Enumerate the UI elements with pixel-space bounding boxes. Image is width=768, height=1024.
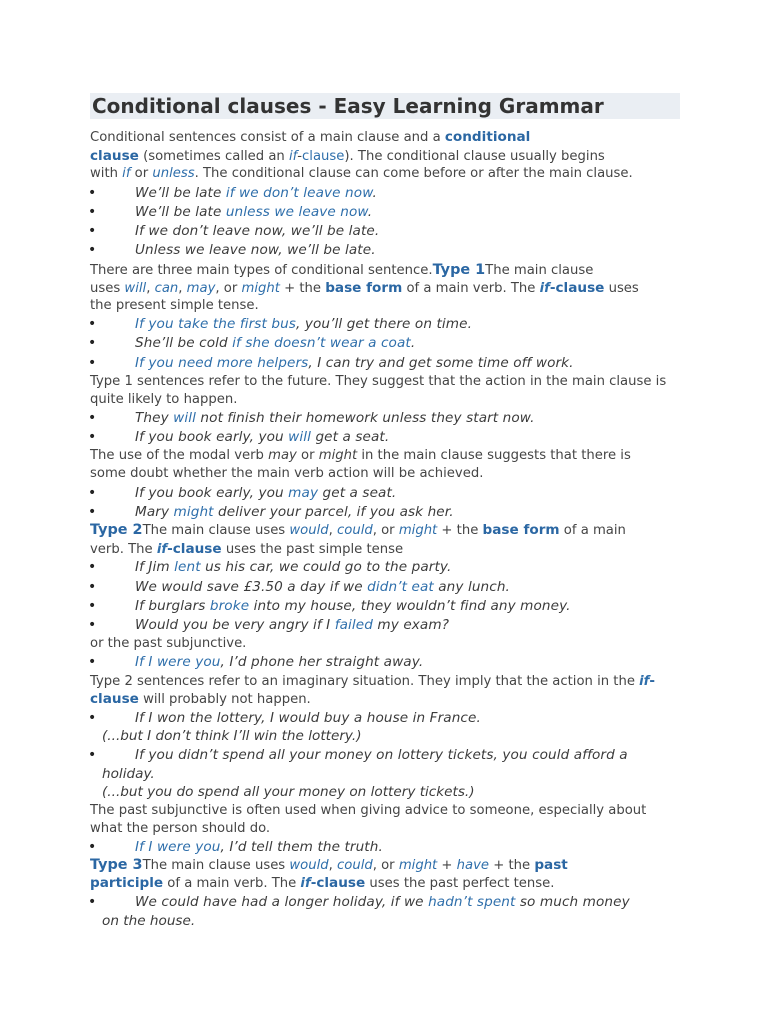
type3-line-1: Type 3The main clause uses would, could, or might + have + the past (90, 857, 568, 873)
type-1-heading: Type 1 (432, 262, 486, 278)
type2-line-1: Type 2The main clause uses would, could, or might + the base form of a main (90, 522, 626, 538)
intro-line-2: clause (sometimes called an if-clause). The conditional clause usually begins (90, 148, 605, 164)
type-2-heading: Type 2 (90, 522, 143, 538)
type3-line-2: participle of a main verb. The if-clause uses the past perfect tense. (90, 875, 555, 891)
document-page: Conditional clauses - Easy Learning Grammar Conditional sentences consist of a main clause and a conditional clause (sometimes called an if-clause). The conditional clause usually begins with if or unless. The conditional clause can come before or after the main clause. • We’ll be late if we don’t leave now. • We’ll be late unless we leave now. • If we don’t leave now, we’ll be late. • Unless we leave now, we’ll be late. There are three main types of conditional sentence.Type 1The main clause uses will, can, may, or might + the base form of a main verb. The if-clause uses the present simple tense. • If you take the first bus, you’ll get there on time. • She’ll be cold if she doesn’t wear a coat. • If you need more helpers, I can try and get some time off work. Type 1 sentences refer to the future. They suggest that the action in the main clause is quite likely to happen. • They will not finish their homework unless they start now. • If you book early, you will get a seat. The use of the modal verb may or might in the main clause suggests that there is some doubt whether the main verb action will be achieved. • If you book early, you may get a seat. • Mary might deliver your parcel, if you ask her. Type 2The main clause uses would, could, or might + the base form of a main verb. The if-clause uses the past simple tense • If Jim lent us his car, we could go to the party. • We would save £3.50 a day if we didn’t eat any lunch. • If burglars broke into my house, they wouldn’t find any money. • Would you be very angry if I failed my exam? or the past subjunctive. • If I were you, I’d phone her straight away. Type 2 sentences refer to an imaginary situation. They imply that the action in the if- clause will probably not happen. • If I won the lottery, I would buy a house in France. (...but I don’t think I’ll win the lottery.) • If you didn’t spend all your money on lottery tickets, you could afford a holiday. (...but you do spend all your money on lottery tickets.) The past subjunctive is often used when giving advice to someone, especially about what the person should do. • If I were you, I’d tell them the truth. Type 3The main clause uses would, could, or might + have + the past participle of a main verb. The if-clause uses the past perfect tense. • We could have had a longer holiday, if we hadn’t spent so much money on the house. (0, 0, 768, 1024)
list-item-continuation: on the house. (102, 913, 196, 929)
subjunctive-note: or the past subjunctive. (90, 636, 247, 651)
keyword-conditional: conditional (444, 129, 531, 145)
types-line-1: There are three main types of conditional sentence.Type 1The main clause (90, 262, 594, 278)
type2-note-line-2: clause will probably not happen. (90, 691, 311, 707)
type2-line-2: verb. The if-clause uses the past simple tense (90, 541, 404, 557)
advice-note-line-1: The past subjunctive is often used when giving advice to someone, especially about (90, 803, 647, 818)
keyword-clause: clause (90, 148, 139, 164)
page-title: Conditional clauses - Easy Learning Grammar (90, 93, 680, 119)
type-3-heading: Type 3 (90, 857, 143, 873)
types-line-3: the present simple tense. (90, 298, 259, 313)
list-item-note: (...but I don’t think I’ll win the lottery.) (102, 728, 362, 744)
type1-note-line-2: quite likely to happen. (90, 392, 238, 407)
advice-note-line-2: what the person should do. (90, 821, 271, 836)
list-item-note: (...but you do spend all your money on lottery tickets.) (102, 784, 475, 800)
types-line-2: uses will, can, may, or might + the base form of a main verb. The if-clause uses (90, 280, 639, 296)
intro-line-3: with if or unless. The conditional clause can come before or after the main clause. (90, 166, 633, 181)
modal-note-line-1: The use of the modal verb may or might in the main clause suggests that there is (90, 448, 631, 463)
type1-note-line-1: Type 1 sentences refer to the future. They suggest that the action in the main clause is (90, 374, 667, 389)
type2-note-line-1: Type 2 sentences refer to an imaginary situation. They imply that the action in the if- (90, 673, 656, 689)
modal-note-line-2: some doubt whether the main verb action will be achieved. (90, 466, 484, 481)
intro-line-1: Conditional sentences consist of a main clause and a conditional (90, 129, 531, 145)
list-item-continuation: holiday. (102, 766, 155, 782)
